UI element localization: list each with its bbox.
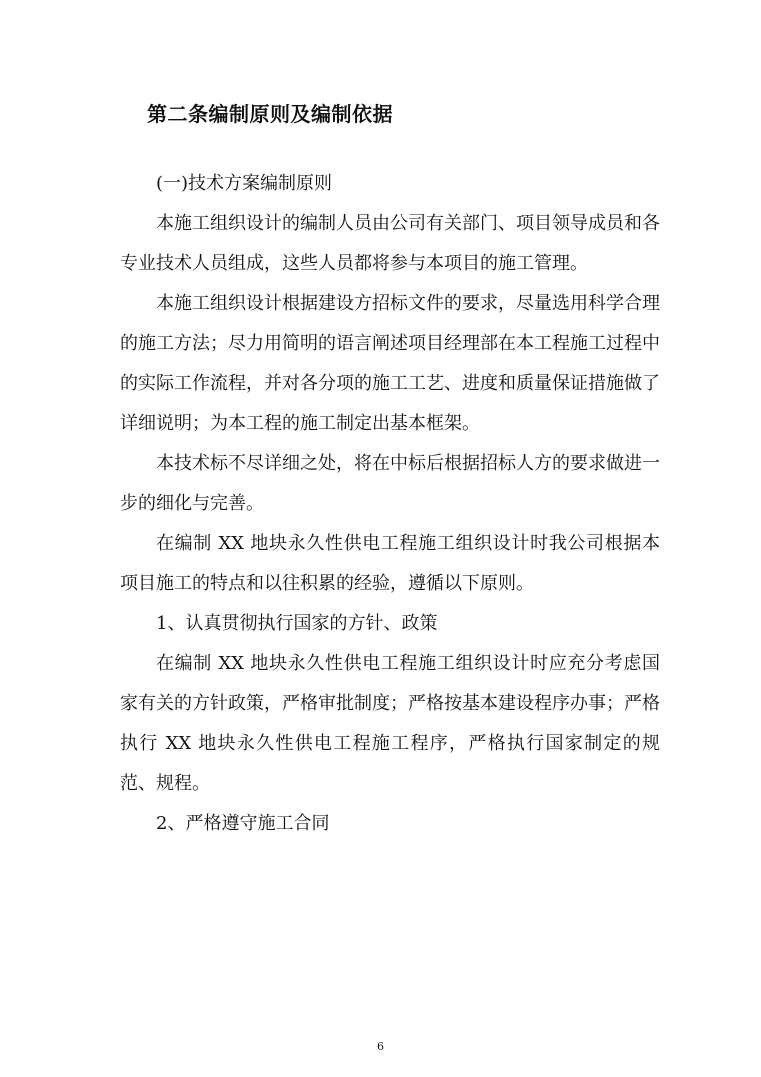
paragraph-list-item: 2、严格遵守施工合同 [156, 813, 330, 834]
paragraph-subheading: (一)技术方案编制原则 [156, 173, 333, 194]
page-number: 6 [377, 1040, 384, 1053]
paragraph: 在编制 XX 地块永久性供电工程施工组织设计时我公司根据本项目施工的特点和以往积累的经验，遵循以下原则。 [120, 533, 660, 594]
paragraph-list-item: 1、认真贯彻执行国家的方针、政策 [156, 613, 438, 634]
paragraph: 在编制 XX 地块永久性供电工程施工组织设计时应充分考虑国家有关的方针政策，严格审批制度；严格按基本建设程序办事；严格执行 XX 地块永久性供电工程施工程序，严格执行国家制定的规范、规程。 [120, 653, 660, 794]
body-text [120, 164, 660, 844]
paragraph: 本施工组织设计根据建设方招标文件的要求，尽量选用科学合理的施工方法；尽力用简明的语言阐述项目经理部在本工程施工过程中的实际工作流程，并对各分项的施工工艺、进度和质量保证措施做了详细说明；为本工程的施工制定出基本框架。 [120, 293, 660, 434]
section-heading: 第二条编制原则及编制依据 [147, 102, 393, 126]
paragraph: 本技术标不尽详细之处，将在中标后根据招标人方的要求做进一步的细化与完善。 [120, 453, 660, 514]
paragraph: 本施工组织设计的编制人员由公司有关部门、项目领导成员和各专业技术人员组成，这些人员都将参与本项目的施工管理。 [120, 213, 660, 274]
